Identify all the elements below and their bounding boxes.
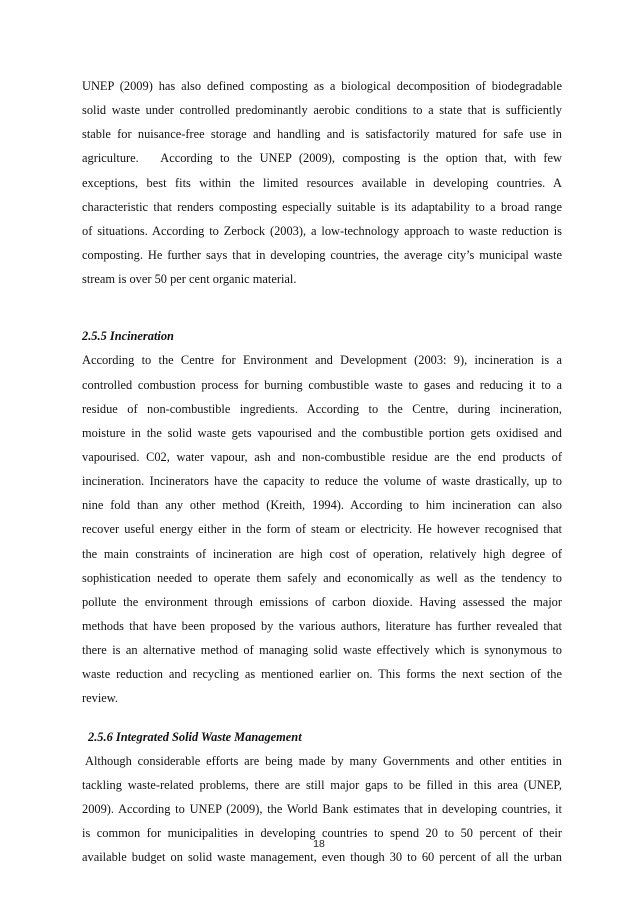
text-line: UNEP (2009) has also defined composting as a biological decomposition of biodegradable [82, 79, 562, 93]
text-line: stream is over 50 per cent organic material. [82, 272, 297, 287]
paragraph-gap [82, 315, 562, 324]
text-line: exceptions, best fits within the limited resources available in developing countries. A [82, 175, 562, 190]
text-line: there is an alternative method of managing solid waste effectively which is synonymous to [82, 643, 562, 658]
section-heading: 2.5.6 Integrated Solid Waste Management [88, 729, 302, 744]
text-line: recover useful energy either in the form of steam or electricity. He however recognised that [82, 522, 562, 537]
text-line: residue of non-combustible ingredients. According to the Centre, during incineration, [82, 401, 562, 416]
text-line: of situations. According to Zerbock (2003), a low-technology approach to waste reduction is [82, 223, 562, 238]
section-incineration [82, 324, 562, 710]
text-line: controlled combustion process for burning combustible waste to gases and reducing it to a [82, 377, 562, 392]
text-line: stable for nuisance-free storage and handling and is satisfactorily matured for safe use in [82, 127, 562, 142]
text-line: methods that have been proposed by the various authors, literature has further revealed that [82, 618, 562, 633]
text-line: moisture in the solid waste gets vapourised and the combustible portion gets oxidised and [82, 425, 562, 440]
paragraph-gap [82, 291, 562, 315]
text-line: review. [82, 691, 119, 706]
text-line: waste reduction and recycling as mentioned earlier on. This forms the next section of the [82, 667, 562, 682]
text-line: the main constraints of incineration are high cost of operation, relatively high degree of [82, 546, 562, 561]
text-line: According to the Centre for Environment and Development (2003: 9), incineration is a [82, 353, 562, 368]
document-page [82, 74, 562, 869]
text-line: agriculture. According to the UNEP (2009), composting is the option that, with few [82, 151, 562, 166]
text-line: tackling waste-related problems, there are still major gaps to be filled in this area (UNEP, [82, 777, 562, 792]
text-line: sophistication needed to operate them safely and economically as well as the tendency to [82, 570, 562, 585]
paragraph-gap [82, 711, 562, 725]
text-line: incineration. Incinerators have the capacity to reduce the volume of waste drastically, up to [82, 474, 562, 489]
text-line: pollute the environment through emissions of carbon dioxide. Having assessed the major [82, 594, 562, 609]
page-number: 18 [313, 838, 325, 850]
text-line: 2009). According to UNEP (2009), the World Bank estimates that in developing countries, it [82, 801, 562, 816]
text-line: nine fold than any other method (Kreith, 1994). According to him incineration can also [82, 498, 562, 513]
text-line: available budget on solid waste management, even though 30 to 60 percent of all the urban [82, 850, 562, 865]
text-line: characteristic that renders composting especially suitable is its adaptability to a broad range [82, 199, 562, 214]
text-line: vapourised. C02, water vapour, ash and non-combustible residue are the end products of [82, 449, 562, 464]
paragraph-composting [82, 74, 562, 291]
text-line: composting. He further says that in developing countries, the average city’s municipal waste [82, 247, 562, 262]
text-line: solid waste under controlled predominantly aerobic conditions to a state that is sufficiently [82, 103, 562, 118]
text-line: Although considerable efforts are being made by many Governments and other entities in [85, 753, 562, 768]
text-line: is common for municipalities in developing countries to spend 20 to 50 percent of their [82, 826, 562, 841]
section-heading: 2.5.5 Incineration [82, 329, 174, 344]
